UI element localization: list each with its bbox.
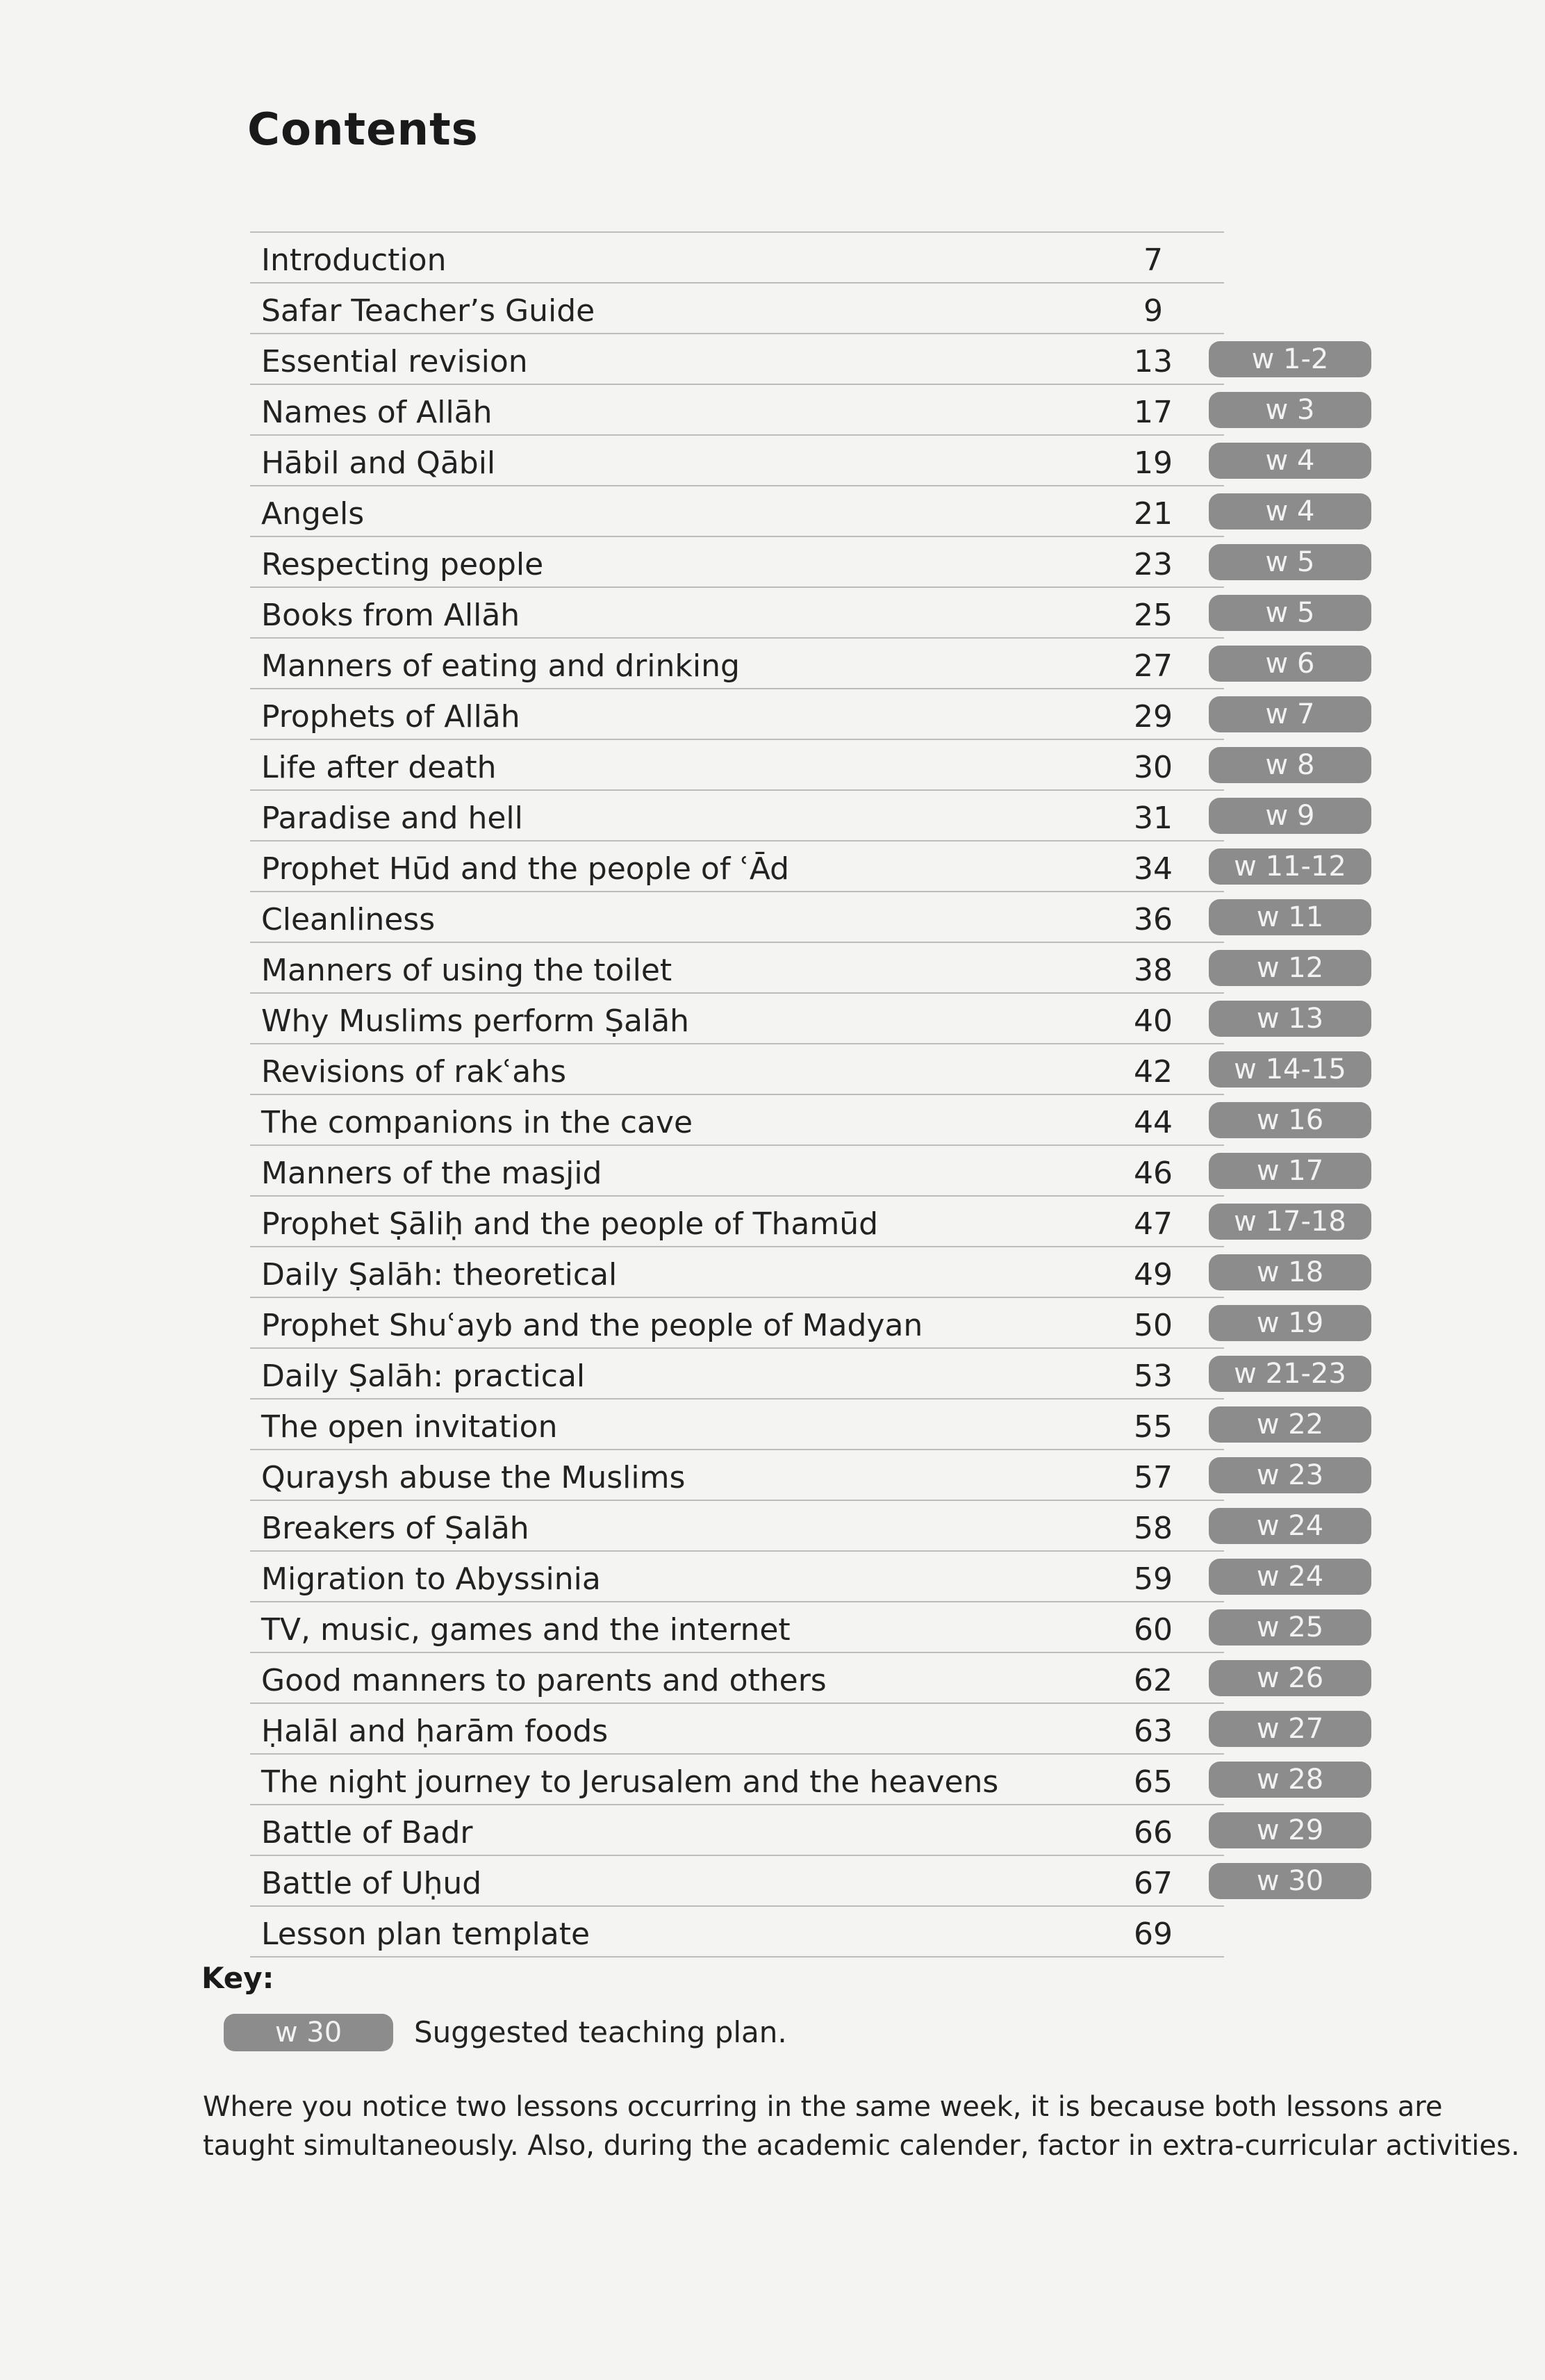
toc-entry-title: Revisions of rakʿahs (261, 1054, 567, 1090)
toc-row (250, 1905, 1375, 1958)
toc-entry-title: Lesson plan template (261, 1917, 590, 1952)
toc-page-number: 9 (1143, 293, 1163, 329)
toc-row (250, 1702, 1375, 1753)
toc-page-number: 60 (1134, 1612, 1173, 1648)
toc-entry-title: Names of Allāh (261, 395, 493, 430)
toc-page-number: 19 (1134, 445, 1173, 481)
toc-row (250, 1550, 1375, 1601)
toc-row (250, 1195, 1375, 1246)
toc-page-number: 13 (1134, 344, 1173, 379)
toc-page-number: 44 (1134, 1105, 1173, 1140)
week-badge: w 27 (1209, 1711, 1371, 1747)
toc-row (250, 1804, 1375, 1855)
toc-entry-title: Prophet Ṣāliḥ and the people of Thamūd (261, 1206, 879, 1242)
toc-entry-title: Books from Allāh (261, 598, 520, 633)
week-badge: w 3 (1209, 392, 1371, 428)
week-badge: w 17 (1209, 1153, 1371, 1189)
toc-entry-title: Hābil and Qābil (261, 445, 496, 481)
contents-table (250, 231, 1375, 1958)
toc-row (250, 536, 1375, 586)
toc-entry-title: Angels (261, 496, 365, 532)
week-badge: w 13 (1209, 1001, 1371, 1037)
toc-page-number: 40 (1134, 1003, 1173, 1039)
toc-entry-title: The night journey to Jerusalem and the heavens (261, 1764, 999, 1800)
toc-page-number: 23 (1134, 547, 1173, 582)
toc-row (250, 485, 1375, 536)
week-badge: w 30 (1209, 1863, 1371, 1899)
toc-page-number: 36 (1134, 902, 1173, 937)
toc-row (250, 384, 1375, 434)
toc-row (250, 1398, 1375, 1449)
toc-row (250, 637, 1375, 688)
toc-entry-title: The companions in the cave (261, 1105, 693, 1140)
toc-entry-title: Prophet Hūd and the people of ʿĀd (261, 851, 790, 887)
toc-page-number: 31 (1134, 801, 1173, 836)
toc-entry-title: Ḥalāl and ḥarām foods (261, 1714, 609, 1749)
week-badge: w 25 (1209, 1609, 1371, 1646)
week-badge: w 7 (1209, 696, 1371, 732)
toc-row (250, 1094, 1375, 1144)
toc-row (250, 891, 1375, 942)
week-badge: w 26 (1209, 1660, 1371, 1696)
week-badge: w 4 (1209, 493, 1371, 530)
toc-row (250, 586, 1375, 637)
toc-row (250, 1855, 1375, 1905)
toc-row (250, 333, 1375, 384)
toc-page-number: 65 (1134, 1764, 1173, 1800)
toc-row (250, 1144, 1375, 1195)
toc-row (250, 739, 1375, 789)
toc-row (250, 282, 1375, 333)
teaching-note: Where you notice two lessons occurring in the same week, it is because both lessons are taught simultaneously. Also, during the academic calender, factor in extra-curricular activities. (203, 2091, 1520, 2162)
toc-entry-title: Respecting people (261, 547, 544, 582)
week-badge: w 24 (1209, 1559, 1371, 1595)
toc-page-number: 66 (1134, 1815, 1173, 1850)
toc-page-number: 62 (1134, 1663, 1173, 1698)
toc-row (250, 1297, 1375, 1347)
toc-page-number: 29 (1134, 699, 1173, 734)
week-badge: w 22 (1209, 1406, 1371, 1443)
toc-page-number: 63 (1134, 1714, 1173, 1749)
toc-page-number: 7 (1143, 243, 1163, 278)
toc-page-number: 69 (1134, 1917, 1173, 1952)
toc-row (250, 992, 1375, 1043)
week-badge: w 5 (1209, 595, 1371, 631)
week-badge: w 6 (1209, 646, 1371, 682)
toc-entry-title: Daily Ṣalāh: theoretical (261, 1257, 618, 1292)
toc-entry-title: Good manners to parents and others (261, 1663, 827, 1698)
week-badge: w 1-2 (1209, 341, 1371, 377)
toc-row (250, 1601, 1375, 1652)
toc-page-number: 38 (1134, 953, 1173, 988)
toc-entry-title: TV, music, games and the internet (261, 1612, 791, 1648)
toc-page-number: 59 (1134, 1561, 1173, 1597)
toc-entry-title: Manners of the masjid (261, 1156, 602, 1191)
toc-page-number: 25 (1134, 598, 1173, 633)
key-title: Key: (201, 1961, 274, 1995)
rule-mask (1224, 1905, 1375, 1958)
toc-entry-title: Manners of eating and drinking (261, 648, 740, 684)
week-badge: w 9 (1209, 798, 1371, 834)
toc-entry-title: Safar Teacher’s Guide (261, 293, 595, 329)
toc-page-number: 21 (1134, 496, 1173, 532)
toc-page-number: 53 (1134, 1359, 1173, 1394)
toc-row (250, 1500, 1375, 1550)
toc-row (250, 789, 1375, 840)
toc-row (250, 1347, 1375, 1398)
toc-entry-title: Daily Ṣalāh: practical (261, 1359, 586, 1394)
toc-row (250, 942, 1375, 992)
toc-entry-title: Quraysh abuse the Muslims (261, 1460, 686, 1495)
toc-row (250, 231, 1375, 282)
toc-page-number: 55 (1134, 1409, 1173, 1445)
week-badge: w 24 (1209, 1508, 1371, 1544)
toc-page-number: 58 (1134, 1511, 1173, 1546)
week-badge: w 11 (1209, 899, 1371, 935)
toc-row (250, 1043, 1375, 1094)
week-badge: w 5 (1209, 544, 1371, 580)
toc-row (250, 688, 1375, 739)
toc-row (250, 1449, 1375, 1500)
week-badge: w 28 (1209, 1762, 1371, 1798)
key-description: Suggested teaching plan. (414, 2015, 787, 2049)
toc-row (250, 434, 1375, 485)
week-badge: w 17-18 (1209, 1204, 1371, 1240)
week-badge: w 21-23 (1209, 1356, 1371, 1392)
toc-entry-title: Why Muslims perform Ṣalāh (261, 1003, 690, 1039)
week-badge: w 12 (1209, 950, 1371, 986)
rule-mask (1224, 282, 1375, 334)
week-badge: w 18 (1209, 1254, 1371, 1290)
toc-page-number: 67 (1134, 1866, 1173, 1901)
toc-row (250, 1246, 1375, 1297)
toc-row (250, 1652, 1375, 1702)
toc-page-number: 30 (1134, 750, 1173, 785)
week-badge: w 8 (1209, 747, 1371, 783)
toc-page-number: 50 (1134, 1308, 1173, 1343)
week-badge: w 16 (1209, 1102, 1371, 1138)
toc-entry-title: Manners of using the toilet (261, 953, 672, 988)
toc-entry-title: Essential revision (261, 344, 528, 379)
rule-mask (1224, 231, 1375, 284)
week-badge: w 23 (1209, 1457, 1371, 1493)
page-title: Contents (247, 104, 479, 156)
week-badge: w 29 (1209, 1812, 1371, 1848)
toc-page-number: 42 (1134, 1054, 1173, 1090)
toc-entry-title: Battle of Uḥud (261, 1866, 482, 1901)
week-badge: w 4 (1209, 443, 1371, 479)
toc-entry-title: Cleanliness (261, 902, 436, 937)
toc-row (250, 1753, 1375, 1804)
toc-entry-title: Battle of Badr (261, 1815, 473, 1850)
toc-page-number: 27 (1134, 648, 1173, 684)
toc-page-number: 17 (1134, 395, 1173, 430)
toc-entry-title: Paradise and hell (261, 801, 523, 836)
toc-page-number: 49 (1134, 1257, 1173, 1292)
week-badge: w 19 (1209, 1305, 1371, 1341)
toc-page-number: 47 (1134, 1206, 1173, 1242)
week-badge: w 11-12 (1209, 848, 1371, 885)
toc-entry-title: Migration to Abyssinia (261, 1561, 601, 1597)
toc-page-number: 57 (1134, 1460, 1173, 1495)
toc-page-number: 46 (1134, 1156, 1173, 1191)
toc-entry-title: The open invitation (261, 1409, 558, 1445)
toc-entry-title: Prophets of Allāh (261, 699, 520, 734)
key-week-badge: w 30 (224, 2014, 393, 2051)
week-badge: w 14-15 (1209, 1051, 1371, 1088)
toc-row (250, 840, 1375, 891)
toc-entry-title: Prophet Shuʿayb and the people of Madyan (261, 1308, 923, 1343)
toc-entry-title: Breakers of Ṣalāh (261, 1511, 529, 1546)
toc-entry-title: Life after death (261, 750, 497, 785)
toc-page-number: 34 (1134, 851, 1173, 887)
toc-entry-title: Introduction (261, 243, 447, 278)
